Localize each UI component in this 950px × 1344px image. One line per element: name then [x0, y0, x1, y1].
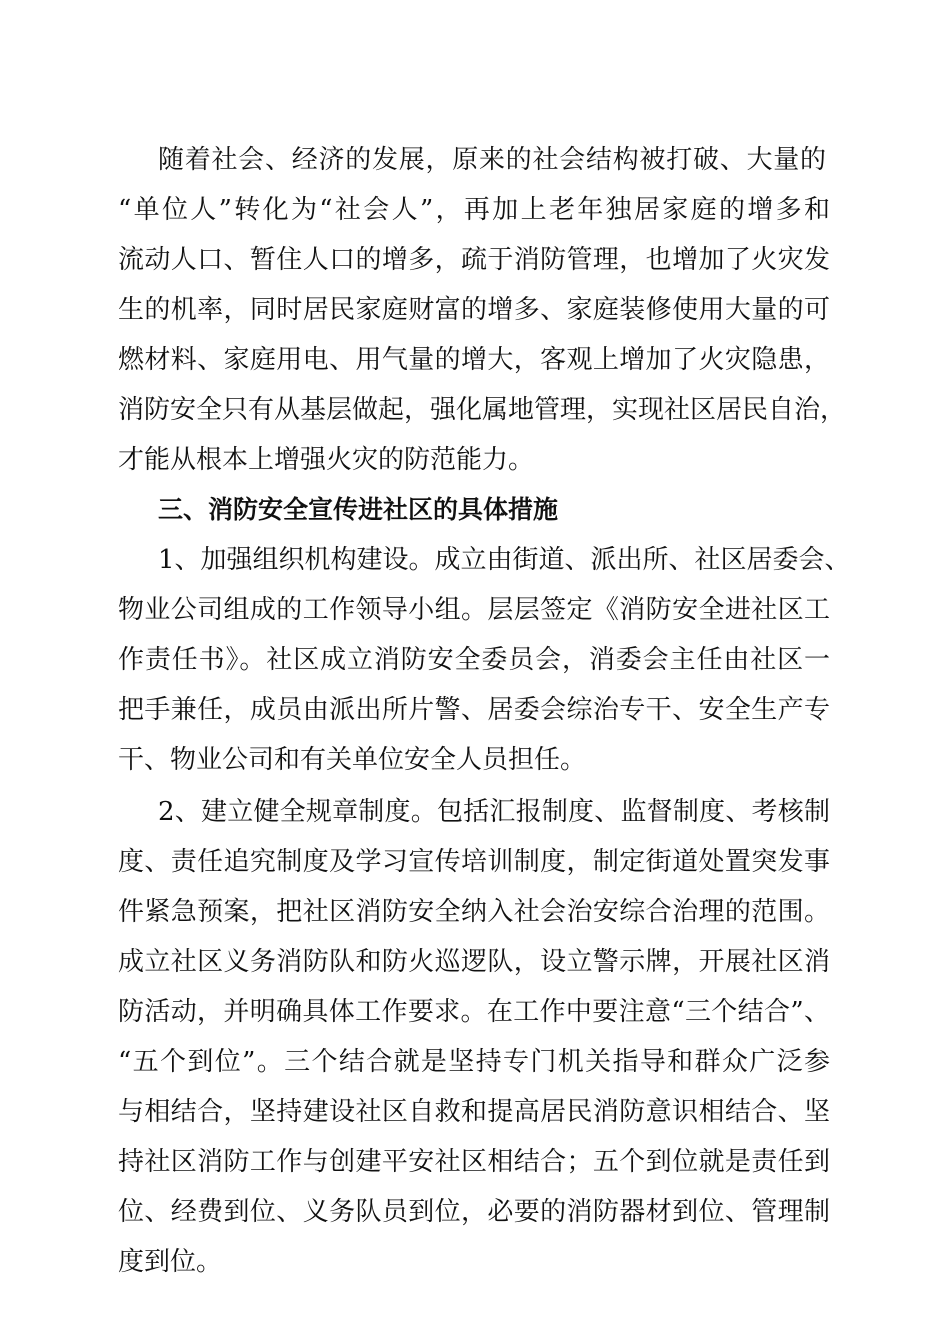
paragraph-3-line-4: 成立社区义务消防队和防火巡逻队，设立警示牌，开展社区消 [118, 947, 830, 977]
paragraph-1-line-4: 生的机率，同时居民家庭财富的增多、家庭装修使用大量的可 [118, 295, 830, 325]
paragraph-1-line-6: 消防安全只有从基层做起，强化属地管理，实现社区居民自治， [118, 395, 847, 425]
paragraph-3-line-9: 位、经费到位、义务队员到位，必要的消防器材到位、管理制 [118, 1197, 830, 1227]
paragraph-1-line-1: 随着社会、经济的发展，原来的社会结构被打破、大量的 [158, 145, 826, 175]
paragraph-3-line-10: 度到位。 [118, 1247, 223, 1277]
paragraph-2-line-5: 干、物业公司和有关单位安全人员担任。 [118, 745, 587, 775]
paragraph-2-line-1: 1、加强组织机构建设。成立由街道、派出所、社区居委会、 [158, 545, 851, 575]
paragraph-1-line-5: 燃材料、家庭用电、用气量的增大，客观上增加了火灾隐患， [118, 345, 830, 375]
paragraph-1-line-2: “单位人”转化为“社会人”，再加上老年独居家庭的增多和 [118, 195, 830, 225]
paragraph-3-line-3: 件紧急预案，把社区消防安全纳入社会治安综合治理的范围。 [118, 897, 830, 927]
paragraph-1-line-7: 才能从根本上增强火灾的防范能力。 [118, 445, 535, 475]
paragraph-3-line-6: “五个到位”。三个结合就是坚持专门机关指导和群众广泛参 [118, 1047, 830, 1077]
paragraph-2-line-3: 作责任书》。社区成立消防安全委员会，消委会主任由社区一 [118, 645, 830, 675]
paragraph-1-line-3: 流动人口、暂住人口的增多，疏于消防管理，也增加了火灾发 [118, 245, 830, 275]
paragraph-3-line-8: 持社区消防工作与创建平安社区相结合；五个到位就是责任到 [118, 1147, 830, 1177]
paragraph-2-line-2: 物业公司组成的工作领导小组。层层签定《消防安全进社区工 [118, 595, 830, 625]
paragraph-2-line-4: 把手兼任，成员由派出所片警、居委会综治专干、安全生产专 [118, 695, 830, 725]
paragraph-3-line-1: 2、建立健全规章制度。包括汇报制度、监督制度、考核制 [158, 797, 830, 827]
paragraph-3-line-7: 与相结合，坚持建设社区自救和提高居民消防意识相结合、坚 [118, 1097, 830, 1127]
section-heading: 三、消防安全宣传进社区的具体措施 [158, 495, 559, 524]
paragraph-3-line-5: 防活动，并明确具体工作要求。在工作中要注意“三个结合”、 [118, 997, 830, 1027]
paragraph-3-line-2: 度、责任追究制度及学习宣传培训制度，制定街道处置突发事 [118, 847, 830, 877]
